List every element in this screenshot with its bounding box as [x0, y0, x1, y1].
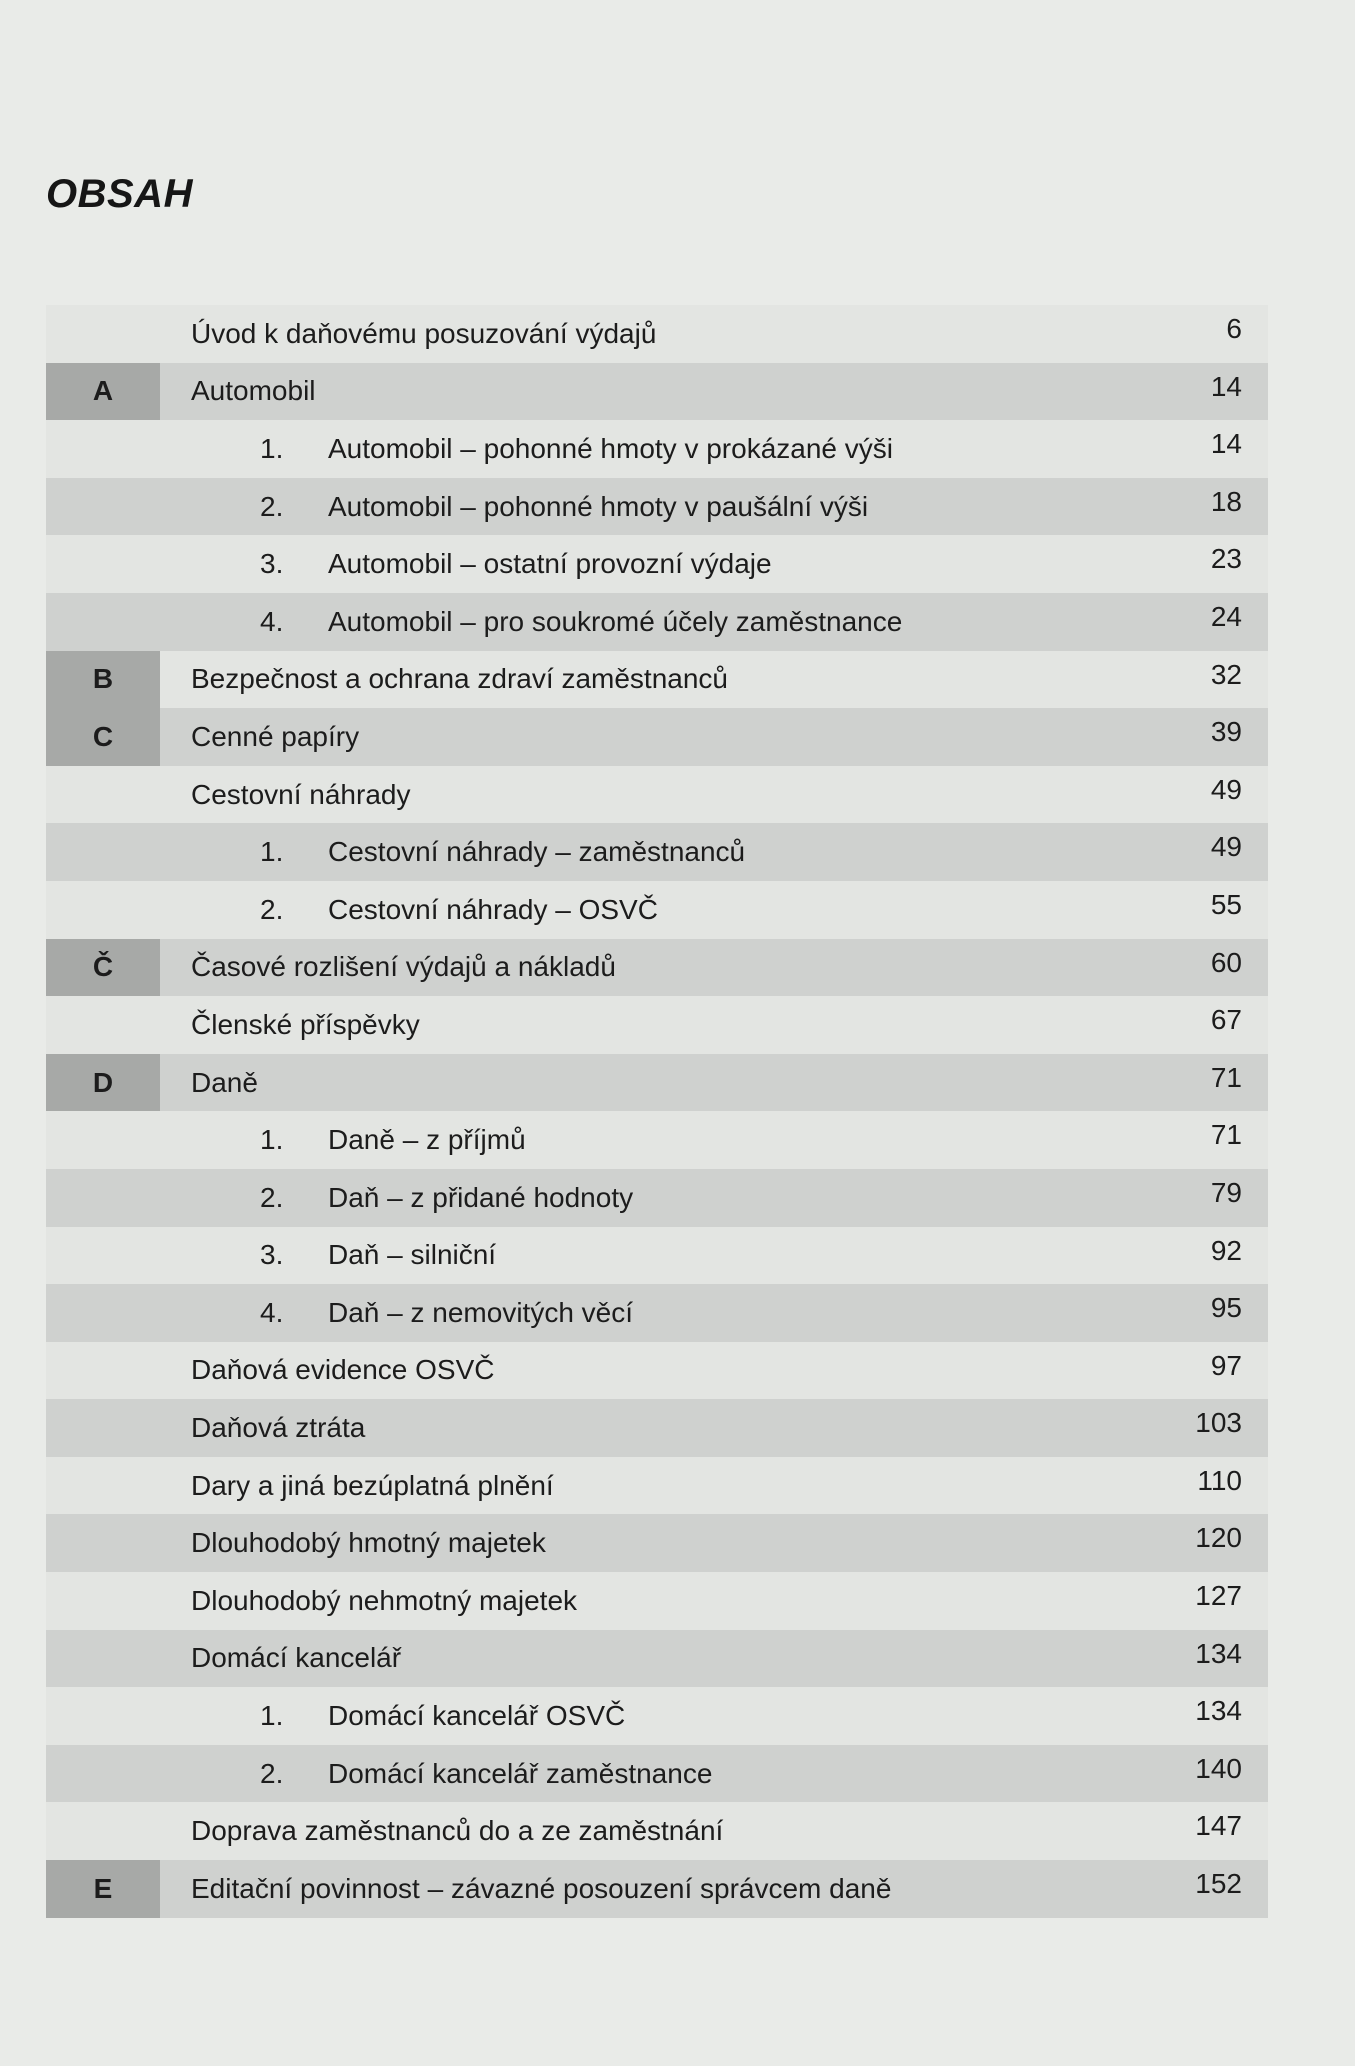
- toc-entry-title: Cestovní náhrady: [191, 778, 411, 810]
- toc-entry-page: 14: [1210, 370, 1242, 402]
- toc-entry-title: Daň – z nemovitých věcí: [328, 1296, 634, 1328]
- toc-entry-page: 23: [1210, 543, 1242, 575]
- section-letter: [46, 1111, 160, 1169]
- toc-entry-page: 67: [1210, 1004, 1242, 1036]
- toc-entry-page: 140: [1195, 1752, 1242, 1784]
- toc-entry: [46, 1860, 1268, 1918]
- section-letter: [46, 1342, 160, 1400]
- toc-entry-title: Domácí kancelář OSVČ: [328, 1700, 626, 1732]
- toc-entry-page: 110: [1197, 1464, 1242, 1496]
- toc-entry-page: 6: [1226, 313, 1242, 344]
- toc-entry: [46, 1169, 1268, 1227]
- toc-entry-title: Automobil – pohonné hmoty v paušální výši: [328, 490, 869, 522]
- toc-entry-title: Daně – z příjmů: [328, 1124, 526, 1156]
- toc-entry-title: Dlouhodobý nehmotný majetek: [191, 1584, 578, 1616]
- section-letter: [46, 535, 160, 593]
- toc-entry: [46, 939, 1268, 997]
- table-of-contents: [46, 305, 1268, 1918]
- toc-entry-page: 49: [1210, 773, 1242, 805]
- toc-entry-page: 39: [1210, 716, 1242, 748]
- section-letter: [46, 1572, 160, 1630]
- toc-entry-page: 18: [1210, 485, 1242, 517]
- toc-entry-title: Automobil – ostatní provozní výdaje: [328, 548, 772, 580]
- toc-entry: [46, 1630, 1268, 1688]
- toc-entry: [46, 1687, 1268, 1745]
- section-letter: [46, 823, 160, 881]
- section-letter: [46, 881, 160, 939]
- toc-entry: [46, 766, 1268, 824]
- toc-entry: [46, 1745, 1268, 1803]
- section-letter: E: [46, 1860, 160, 1918]
- toc-entry-number: 1.: [260, 1700, 284, 1732]
- toc-entry: [46, 305, 1268, 363]
- toc-entry-number: 1.: [260, 1124, 284, 1156]
- toc-entry: [46, 1111, 1268, 1169]
- toc-entry: [46, 708, 1268, 766]
- toc-entry: [46, 651, 1268, 709]
- toc-entry-page: 24: [1210, 600, 1242, 632]
- toc-entry-page: 103: [1195, 1407, 1242, 1439]
- toc-entry-page: 152: [1195, 1868, 1242, 1900]
- toc-entry-title: Cestovní náhrady – OSVČ: [328, 893, 658, 925]
- toc-entry: [46, 823, 1268, 881]
- toc-entry-number: 4.: [260, 605, 284, 637]
- toc-entry: [46, 1054, 1268, 1112]
- toc-entry-title: Domácí kancelář zaměstnance: [328, 1757, 713, 1789]
- toc-entry-title: Daně: [191, 1066, 258, 1098]
- section-letter: A: [46, 363, 160, 421]
- toc-entry-page: 127: [1195, 1580, 1242, 1612]
- toc-entry-page: 55: [1210, 888, 1242, 920]
- toc-entry: [46, 1514, 1268, 1572]
- section-letter: C: [46, 708, 160, 766]
- section-letter: [46, 1745, 160, 1803]
- toc-entry: [46, 1227, 1268, 1285]
- toc-entry-page: 71: [1210, 1119, 1242, 1151]
- section-letter: [46, 1457, 160, 1515]
- section-letter: [46, 305, 160, 363]
- toc-entry-title: Časové rozlišení výdajů a nákladů: [191, 951, 616, 983]
- section-letter: B: [46, 651, 160, 709]
- toc-entry-page: 134: [1195, 1695, 1242, 1727]
- toc-entry-title: Daň – z přidané hodnoty: [328, 1181, 634, 1213]
- section-letter: D: [46, 1054, 160, 1112]
- section-letter: [46, 1227, 160, 1285]
- toc-entry-number: 3.: [260, 548, 284, 580]
- toc-entry-title: Dary a jiná bezúplatná plnění: [191, 1469, 554, 1501]
- toc-entry-page: 95: [1210, 1292, 1242, 1324]
- toc-entry: [46, 1802, 1268, 1860]
- section-letter: [46, 1169, 160, 1227]
- toc-entry-number: 2.: [260, 893, 284, 925]
- toc-entry-number: 2.: [260, 1181, 284, 1213]
- section-letter: [46, 478, 160, 536]
- section-letter: Č: [46, 939, 160, 997]
- toc-entry: [46, 420, 1268, 478]
- toc-entry-title: Členské příspěvky: [191, 1008, 420, 1040]
- toc-entry-page: 14: [1210, 428, 1242, 460]
- toc-entry-page: 147: [1195, 1810, 1242, 1842]
- toc-entry-number: 4.: [260, 1296, 284, 1328]
- toc-entry-page: 49: [1210, 831, 1242, 863]
- toc-entry: [46, 1572, 1268, 1630]
- toc-entry-title: Editační povinnost – závazné posouzení správcem daně: [191, 1872, 892, 1904]
- toc-entry-title: Bezpečnost a ochrana zdraví zaměstnanců: [191, 663, 728, 695]
- section-letter: [46, 1687, 160, 1745]
- toc-entry: [46, 535, 1268, 593]
- toc-entry-number: 2.: [260, 490, 284, 522]
- toc-entry-number: 2.: [260, 1757, 284, 1789]
- toc-entry: [46, 363, 1268, 421]
- toc-entry: [46, 478, 1268, 536]
- toc-entry: [46, 1342, 1268, 1400]
- section-letter: [46, 996, 160, 1054]
- toc-entry: [46, 881, 1268, 939]
- toc-entry-page: 32: [1210, 658, 1242, 690]
- toc-entry-title: Cestovní náhrady – zaměstnanců: [328, 836, 746, 868]
- toc-entry-title: Automobil: [191, 375, 316, 407]
- section-letter: [46, 1802, 160, 1860]
- toc-entry-page: 79: [1210, 1176, 1242, 1208]
- toc-entry-number: 3.: [260, 1239, 284, 1271]
- section-letter: [46, 420, 160, 478]
- toc-entry-title: Daňová evidence OSVČ: [191, 1354, 495, 1386]
- page-title: OBSAH: [46, 172, 193, 216]
- toc-entry: [46, 1284, 1268, 1342]
- section-letter: [46, 1399, 160, 1457]
- toc-entry-page: 134: [1195, 1637, 1242, 1669]
- toc-entry-page: 71: [1210, 1061, 1242, 1093]
- toc-entry-title: Daňová ztráta: [191, 1412, 366, 1444]
- toc-entry-title: Doprava zaměstnanců do a ze zaměstnání: [191, 1815, 724, 1847]
- section-letter: [46, 1630, 160, 1688]
- toc-entry-title: Úvod k daňovému posuzování výdajů: [191, 317, 657, 349]
- toc-entry: [46, 1457, 1268, 1515]
- toc-entry-page: 120: [1195, 1522, 1242, 1554]
- toc-entry-title: Automobil – pro soukromé účely zaměstnance: [328, 605, 903, 637]
- section-letter: [46, 593, 160, 651]
- toc-entry: [46, 593, 1268, 651]
- toc-entry-title: Domácí kancelář: [191, 1642, 402, 1674]
- toc-entry-page: 60: [1210, 946, 1242, 978]
- section-letter: [46, 766, 160, 824]
- toc-entry-title: Daň – silniční: [328, 1239, 497, 1271]
- toc-entry-page: 92: [1210, 1234, 1242, 1266]
- toc-entry-title: Cenné papíry: [191, 720, 360, 752]
- toc-entry-page: 97: [1210, 1349, 1242, 1381]
- toc-entry-number: 1.: [260, 836, 284, 868]
- toc-entry: [46, 1399, 1268, 1457]
- toc-entry-title: Dlouhodobý hmotný majetek: [191, 1527, 546, 1559]
- toc-entry-title: Automobil – pohonné hmoty v prokázané výši: [328, 432, 893, 464]
- toc-entry-number: 1.: [260, 432, 284, 464]
- section-letter: [46, 1284, 160, 1342]
- section-letter: [46, 1514, 160, 1572]
- toc-entry: [46, 996, 1268, 1054]
